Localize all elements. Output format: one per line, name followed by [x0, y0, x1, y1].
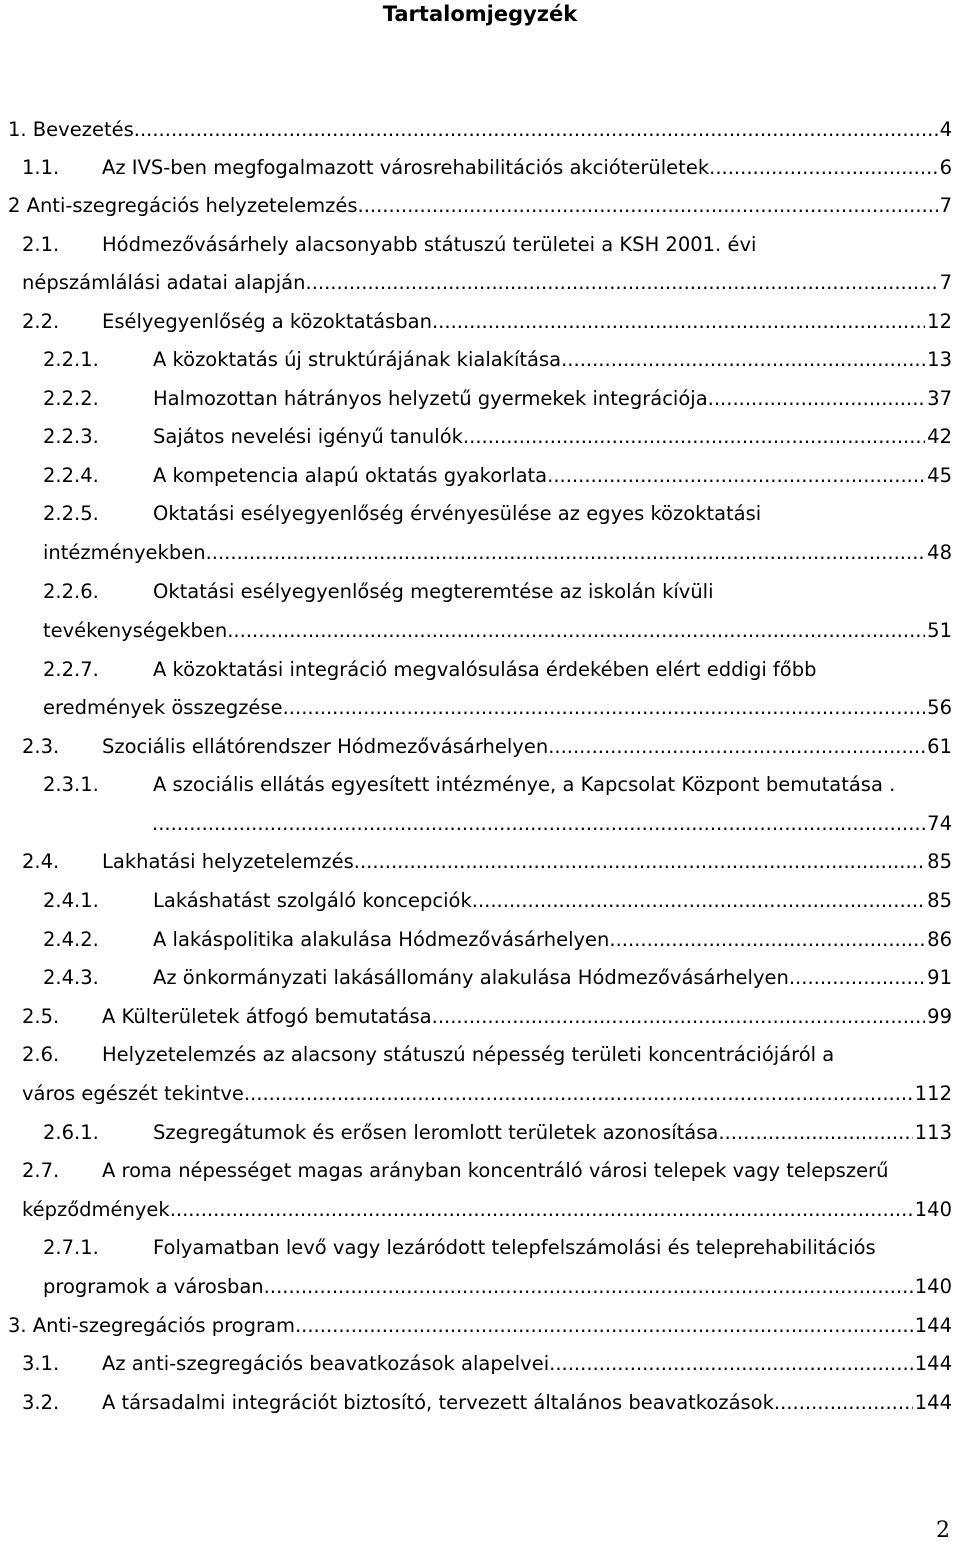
toc-page: 140: [914, 1198, 952, 1221]
toc-number: 2.2.4.: [43, 464, 99, 487]
toc-entry-continuation[interactable]: [43, 616, 952, 646]
toc-leader: [789, 963, 925, 993]
toc-page: 61: [927, 735, 952, 758]
toc-title: Hódmezővásárhely alacsonyabb státuszú területei a KSH 2001. évi: [102, 233, 757, 256]
toc-number: 1. Bevezetés: [8, 118, 134, 141]
toc-title: Lakhatási helyzetelemzés: [102, 850, 354, 873]
toc-title: A szociális ellátás egyesített intézménye, a Kapcsolat Központ bemutatása .: [153, 773, 896, 796]
toc-title: A Külterületek átfogó bemutatása: [102, 1005, 432, 1028]
toc-leader: [709, 153, 937, 183]
toc-page: 112: [914, 1082, 952, 1105]
toc-page: 85: [927, 889, 952, 912]
toc-number: 2.4.3.: [43, 966, 99, 989]
toc-page: 144: [914, 1314, 952, 1337]
toc-entry[interactable]: [43, 963, 952, 993]
toc-number: 2.7.: [22, 1159, 60, 1182]
toc-title: programok a városban: [43, 1275, 264, 1298]
toc-title: A társadalmi integrációt biztosító, tervezett általános beavatkozások: [102, 1391, 774, 1414]
toc-number: 3.2.: [22, 1391, 60, 1414]
toc-entry-continuation[interactable]: [22, 1079, 952, 1109]
toc-leader: [708, 384, 926, 414]
toc-entry[interactable]: [22, 732, 952, 762]
toc-leader: [561, 345, 925, 375]
toc-page: 45: [927, 464, 952, 487]
toc-title: Lakáshatást szolgáló koncepciók: [153, 889, 472, 912]
page-number: 2: [936, 1518, 950, 1543]
toc-number: 2.2.3.: [43, 425, 99, 448]
toc-title: Oktatási esélyegyenlőség érvényesülése az egyes közoktatási: [153, 502, 762, 525]
toc-page: 37: [927, 387, 952, 410]
toc-leader: [432, 307, 925, 337]
toc-entry[interactable]: [43, 925, 952, 955]
toc-title: Helyzetelemzés az alacsony státuszú népesség területi koncentrációjáról a: [102, 1043, 835, 1066]
toc-page: 4: [939, 118, 952, 141]
toc-title: A lakáspolitika alakulása Hódmezővásárhelyen: [153, 928, 610, 951]
toc-entry[interactable]: [8, 1311, 952, 1341]
toc-title: Szociális ellátórendszer Hódmezővásárhelyen: [102, 735, 549, 758]
toc-number: 2.4.1.: [43, 889, 99, 912]
toc-number: 2.2.5.: [43, 502, 99, 525]
toc-number: 2.1.: [22, 233, 60, 256]
toc-title: A roma népességet magas arányban koncentráló városi telepek vagy telepszerű: [102, 1159, 889, 1182]
toc-number: 2.2.6.: [43, 580, 99, 603]
toc-entry-continuation[interactable]: [22, 1195, 952, 1225]
toc-number: 2.4.: [22, 850, 60, 873]
toc-entry[interactable]: [22, 1156, 952, 1186]
toc-entry[interactable]: [43, 384, 952, 414]
toc-entry[interactable]: [43, 461, 952, 491]
toc-leader: [264, 1272, 913, 1302]
toc-leader: [306, 268, 938, 298]
toc-entry[interactable]: [43, 886, 952, 916]
toc-number: 2.5.: [22, 1005, 60, 1028]
toc-leader: [283, 693, 926, 723]
toc-number: 2.3.: [22, 735, 60, 758]
toc-entry[interactable]: [8, 191, 952, 221]
toc-entry[interactable]: [22, 1349, 952, 1379]
toc-leader: [432, 1002, 926, 1032]
toc-title: Szegregátumok és erősen leromlott területek azonosítása: [153, 1121, 719, 1144]
toc-leader: [354, 847, 925, 877]
toc-entry[interactable]: [43, 1233, 952, 1263]
toc-title: eredmények összegzése: [43, 696, 283, 719]
toc-page: 85: [927, 850, 952, 873]
toc-number: 2.2.: [22, 310, 60, 333]
toc-number: 2.2.1.: [43, 348, 99, 371]
toc-page: 144: [914, 1352, 952, 1375]
toc-title: Oktatási esélyegyenlőség megteremtése az iskolán kívüli: [153, 580, 714, 603]
toc-number: 3.1.: [22, 1352, 60, 1375]
toc-number: 2.6.1.: [43, 1121, 99, 1144]
toc-page: 99: [927, 1005, 952, 1028]
toc-leader: [358, 191, 938, 221]
toc-number: 2.4.2.: [43, 928, 99, 951]
toc-title: A kompetencia alapú oktatás gyakorlata: [153, 464, 548, 487]
toc-page: 42: [927, 425, 952, 448]
toc-title: A közoktatási integráció megvalósulása érdekében elért eddigi főbb: [153, 658, 817, 681]
toc-title: város egészét tekintve: [22, 1082, 244, 1105]
toc-page: 91: [927, 966, 952, 989]
toc-leader: [152, 809, 925, 839]
toc-title: tevékenységekben: [43, 619, 228, 642]
toc-page: 12: [927, 310, 952, 333]
toc-entry-continuation[interactable]: [152, 809, 952, 839]
page-title: Tartalomjegyzék: [382, 2, 578, 26]
toc-number: 2.2.2.: [43, 387, 99, 410]
toc-entry[interactable]: [8, 115, 952, 145]
toc-page: 113: [914, 1121, 952, 1144]
toc-entry[interactable]: [22, 230, 952, 260]
toc-leader: [774, 1388, 913, 1418]
toc-title: Esélyegyenlőség a közoktatásban: [102, 310, 432, 333]
toc-title: Halmozottan hátrányos helyzetű gyermekek integrációja: [153, 387, 708, 410]
toc-entry-continuation[interactable]: [43, 1272, 952, 1302]
toc-leader: [295, 1311, 913, 1341]
toc-title: Az IVS-ben megfogalmazott városrehabilitációs akcióterületek: [102, 156, 710, 179]
toc-title: Az anti-szegregációs beavatkozások alapelvei: [102, 1352, 550, 1375]
toc-page: 144: [914, 1391, 952, 1414]
toc-leader: [206, 538, 926, 568]
toc-number: 2 Anti-szegregációs helyzetelemzés: [8, 194, 358, 217]
toc-number: 3. Anti-szegregációs program: [8, 1314, 295, 1337]
toc-title: népszámlálási adatai alapján: [22, 271, 306, 294]
toc-entry-continuation[interactable]: [43, 693, 952, 723]
toc-leader: [718, 1118, 912, 1148]
toc-title: Az önkormányzati lakásállomány alakulása Hódmezővásárhelyen: [153, 966, 789, 989]
toc-leader: [472, 886, 925, 916]
toc-entry[interactable]: [22, 1002, 952, 1032]
toc-entry[interactable]: [43, 770, 952, 800]
toc-title: Sajátos nevelési igényű tanulók: [153, 425, 463, 448]
toc-number: 2.6.: [22, 1043, 60, 1066]
toc-entry[interactable]: [22, 1388, 952, 1418]
toc-entry[interactable]: [43, 499, 952, 529]
toc-page: 140: [914, 1275, 952, 1298]
toc-entry-continuation[interactable]: [43, 538, 952, 568]
toc-entry-continuation[interactable]: [22, 268, 952, 298]
toc-page: 7: [939, 271, 952, 294]
toc-page: 48: [927, 541, 952, 564]
toc-title: intézményekben: [43, 541, 206, 564]
toc-leader: [244, 1079, 913, 1109]
toc-leader: [170, 1195, 913, 1225]
toc-entry[interactable]: [22, 847, 952, 877]
toc-entry[interactable]: [43, 655, 952, 685]
toc-page: 74: [927, 812, 952, 835]
toc-page: 7: [939, 194, 952, 217]
toc-title: képződmények: [22, 1198, 170, 1221]
toc-entry[interactable]: [43, 1118, 952, 1148]
toc-title: A közoktatás új struktúrájának kialakítása: [153, 348, 562, 371]
toc-page: 56: [927, 696, 952, 719]
toc-page: 86: [927, 928, 952, 951]
toc-entry[interactable]: [43, 422, 952, 452]
toc-leader: [609, 925, 925, 955]
toc-leader: [548, 732, 925, 762]
toc-entry[interactable]: [43, 345, 952, 375]
toc-leader: [549, 1349, 913, 1379]
toc-number: 2.2.7.: [43, 658, 99, 681]
toc-entry[interactable]: [43, 577, 952, 607]
toc-leader: [227, 616, 925, 646]
toc-number: 2.7.1.: [43, 1236, 99, 1259]
toc-title: Folyamatban levő vagy lezáródott telepfelszámolási és teleprehabilitációs: [153, 1236, 876, 1259]
toc-number: 1.1.: [22, 156, 60, 179]
toc-leader: [547, 461, 925, 491]
toc-entry[interactable]: [22, 307, 952, 337]
toc-page: 51: [927, 619, 952, 642]
toc-number: 2.3.1.: [43, 773, 99, 796]
toc-page: 6: [939, 156, 952, 179]
toc-page: 13: [927, 348, 952, 371]
toc-entry[interactable]: [22, 153, 952, 183]
toc-leader: [463, 422, 925, 452]
toc-leader: [134, 115, 938, 145]
toc-entry[interactable]: [22, 1040, 952, 1070]
